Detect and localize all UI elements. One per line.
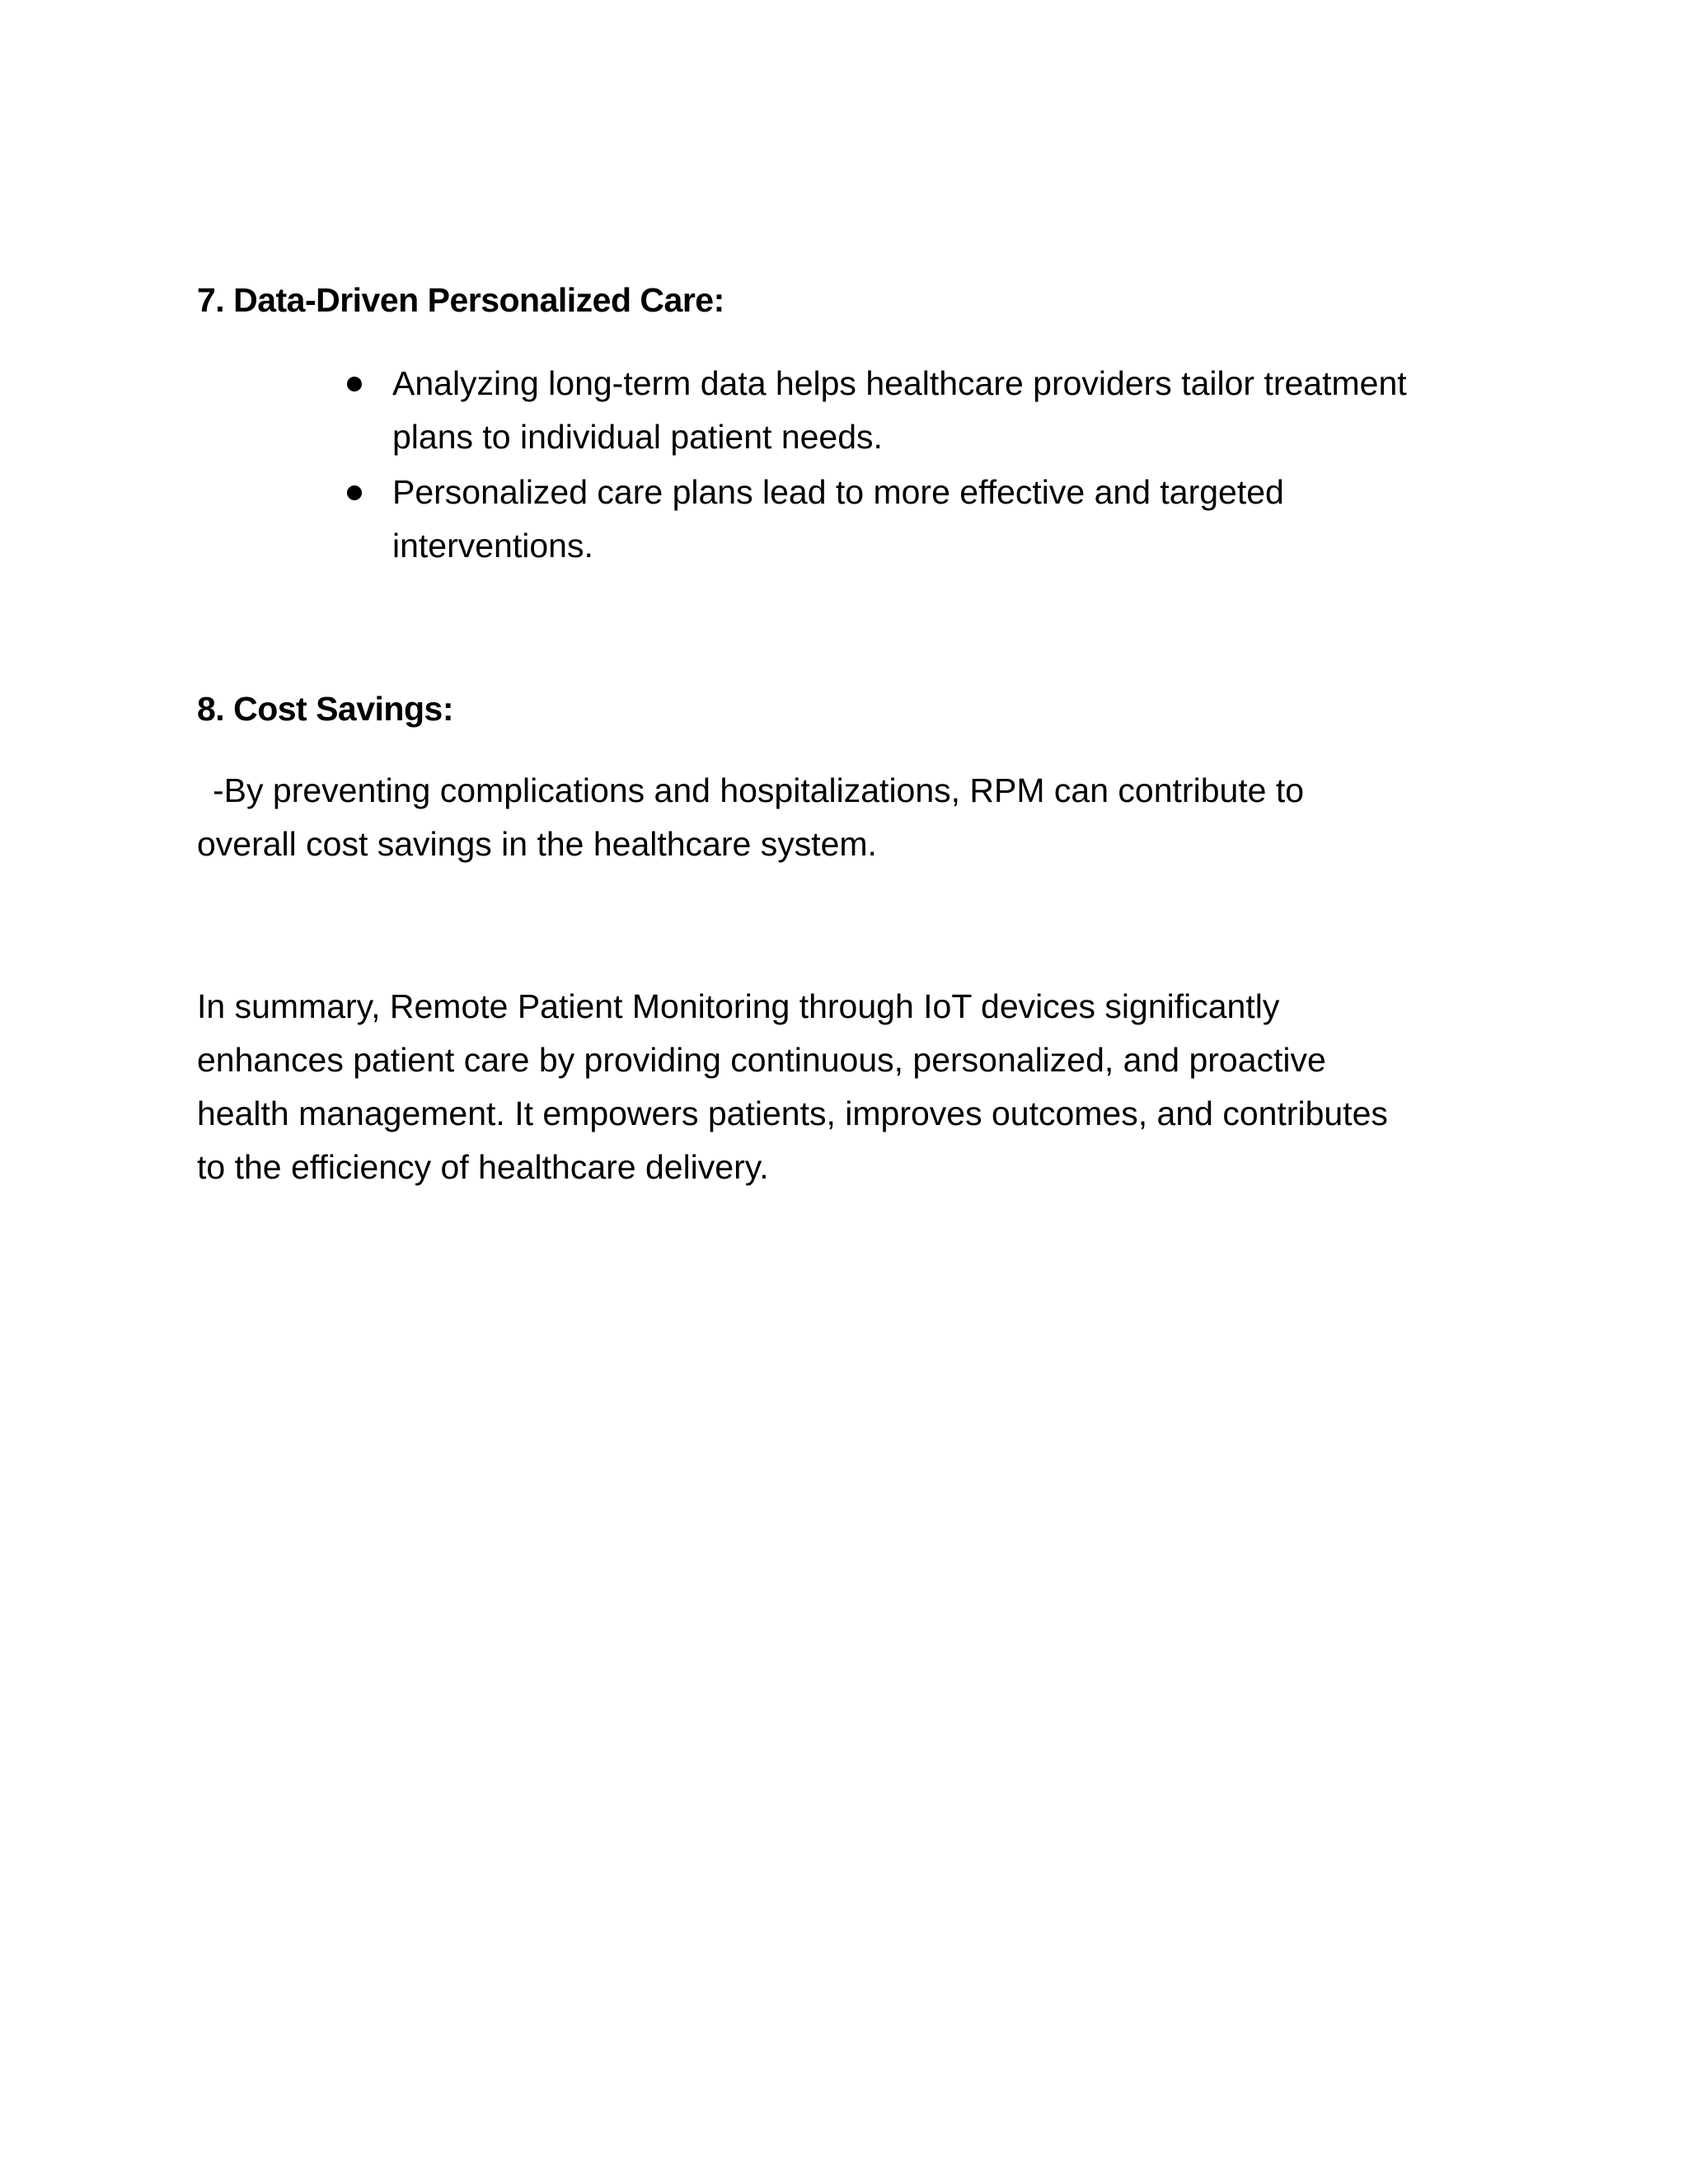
summary-line-3: health management. It empowers patients, improves outcomes, and contributes bbox=[197, 1094, 1388, 1132]
section-8-line-2: overall cost savings in the healthcare system. bbox=[197, 825, 877, 863]
summary-line-2: enhances patient care by providing continuous, personalized, and proactive bbox=[197, 1041, 1326, 1079]
bullet-2-line-2: interventions. bbox=[392, 527, 593, 565]
section-8-line-1: -By preventing complications and hospitalizations, RPM can contribute to bbox=[213, 771, 1305, 809]
bullet-dot bbox=[347, 485, 362, 500]
summary-line-1: In summary, Remote Patient Monitoring through IoT devices significantly bbox=[197, 987, 1280, 1025]
section-8-heading: 8. Cost Savings: bbox=[197, 690, 453, 728]
section-7-heading: 7. Data-Driven Personalized Care: bbox=[197, 281, 724, 319]
summary-line-4: to the efficiency of healthcare delivery. bbox=[197, 1148, 769, 1186]
bullet-1-line-1: Analyzing long-term data helps healthcare providers tailor treatment bbox=[392, 364, 1407, 402]
bullet-dot bbox=[347, 377, 362, 391]
bullet-1-line-2: plans to individual patient needs. bbox=[392, 418, 883, 456]
bullet-2-line-1: Personalized care plans lead to more effective and targeted bbox=[392, 473, 1284, 511]
